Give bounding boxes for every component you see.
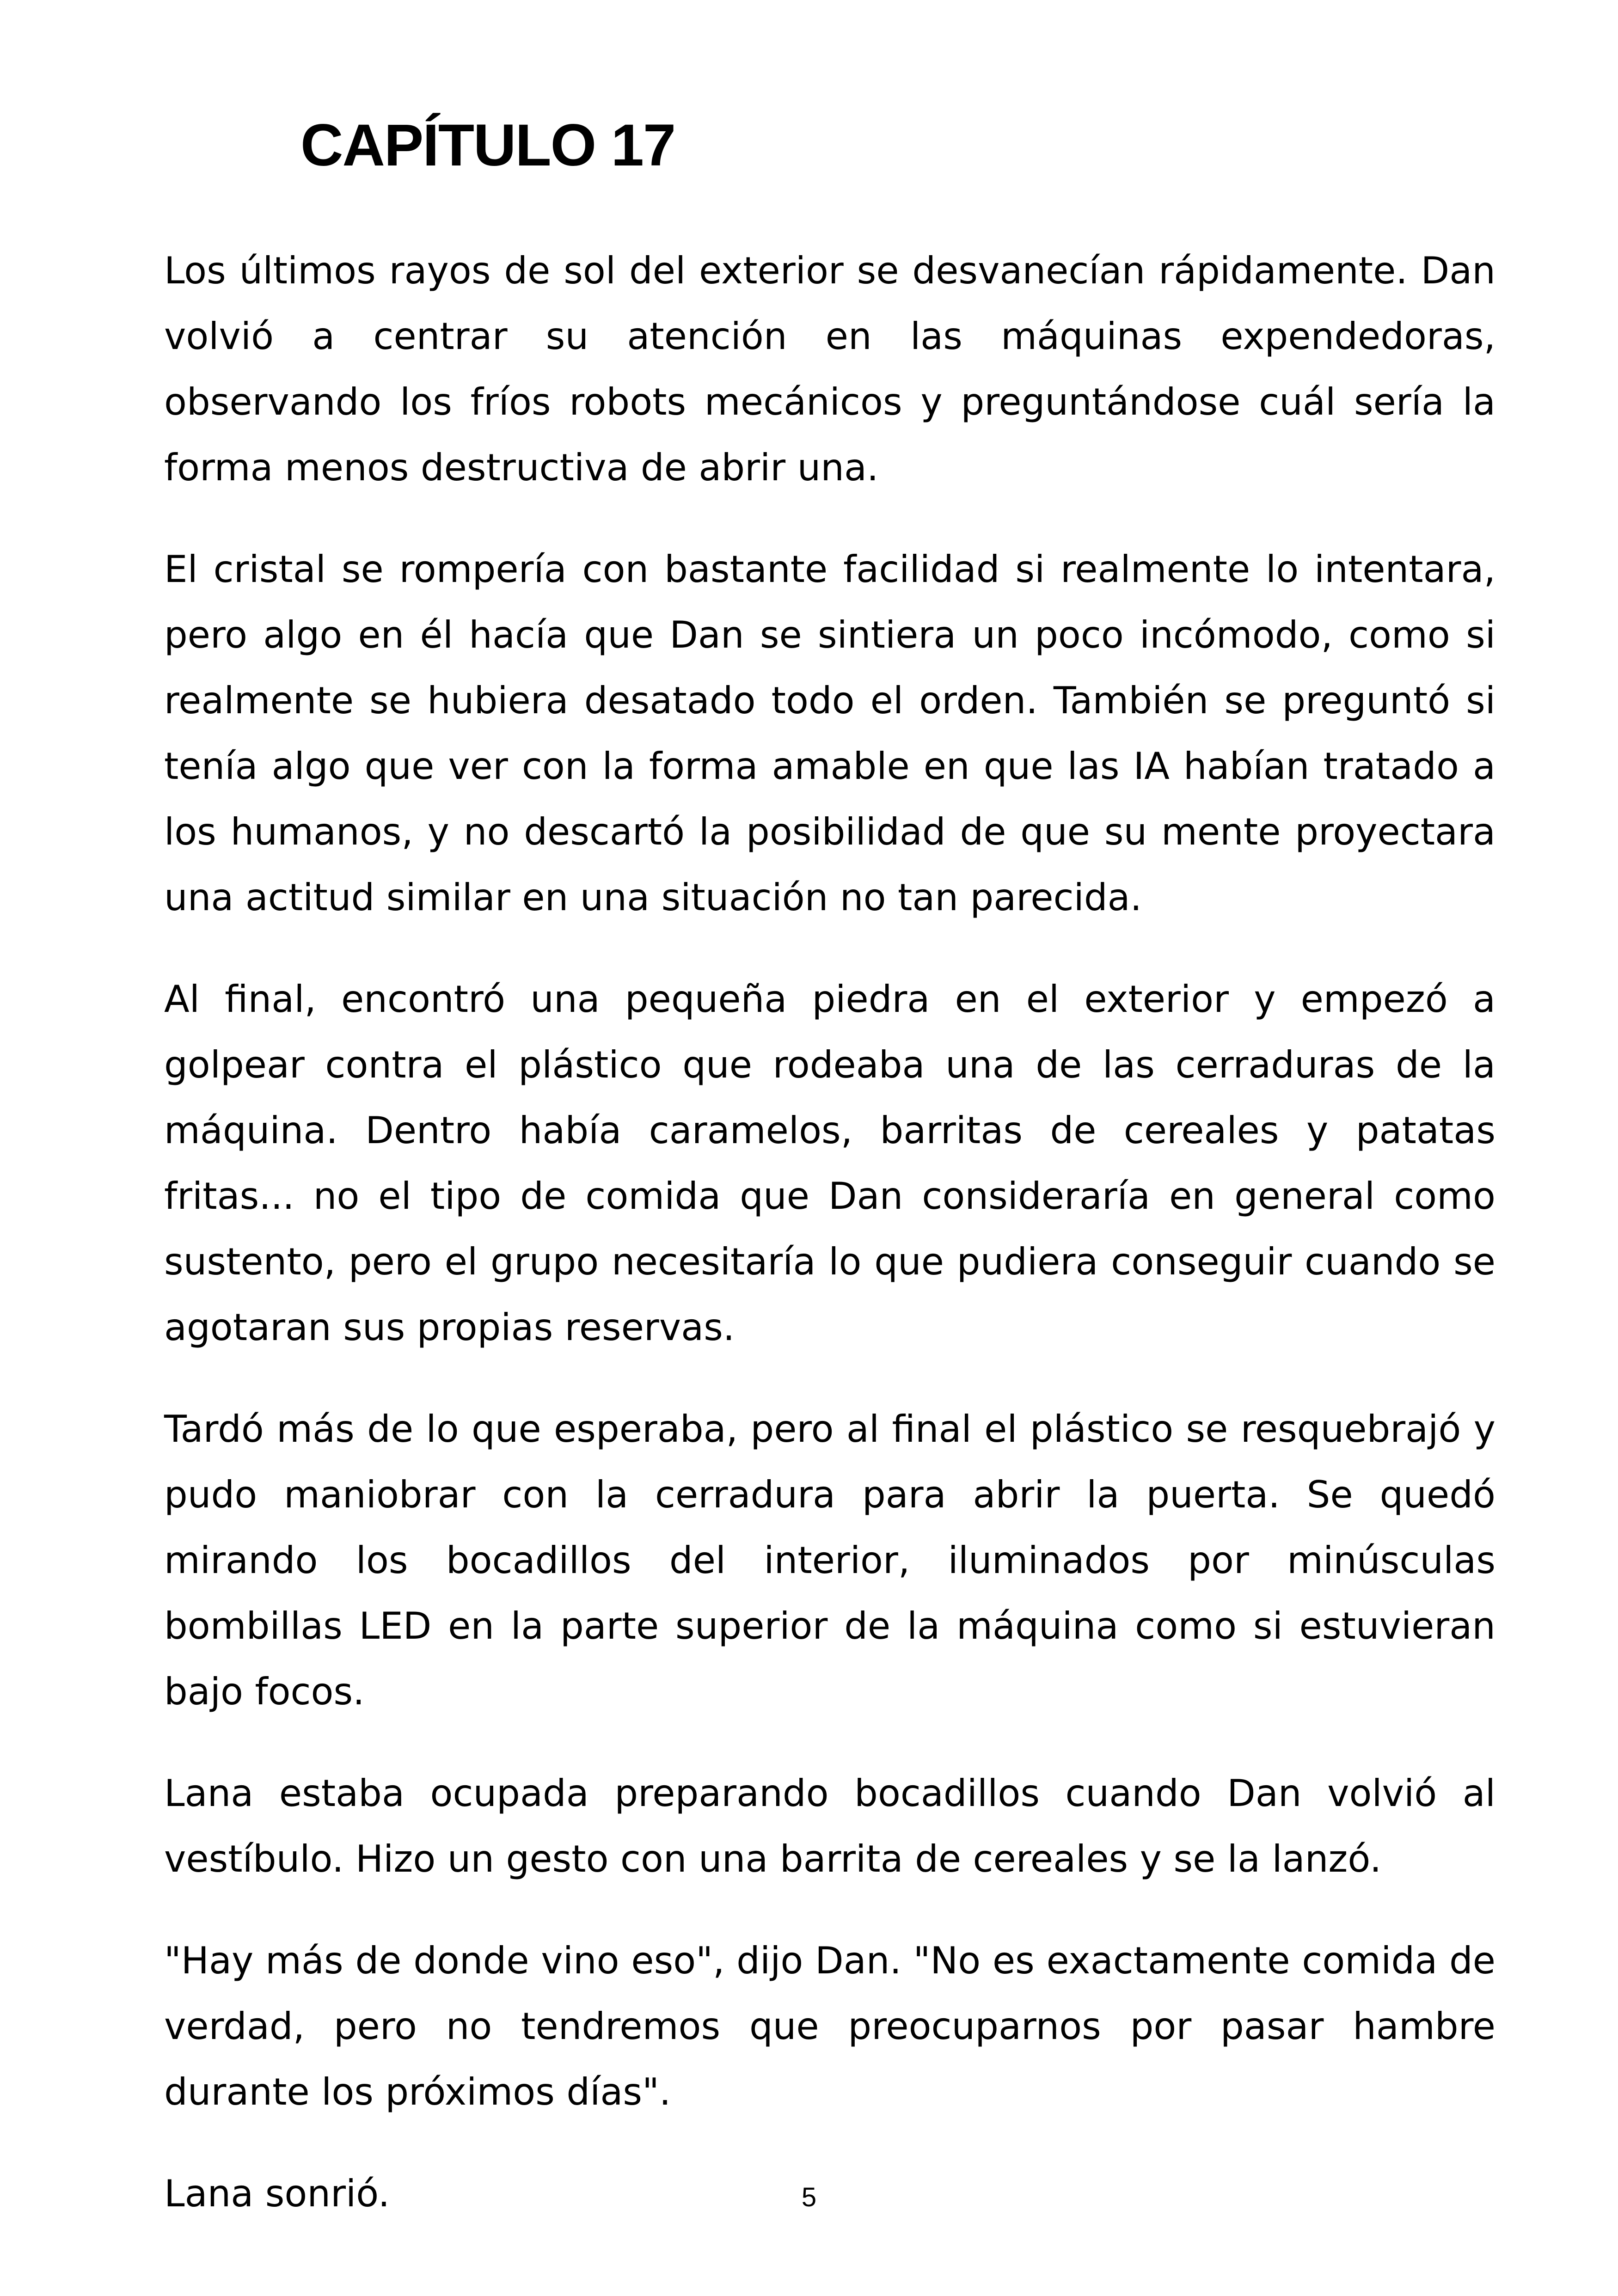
chapter-body xyxy=(164,238,1495,2263)
page-number: 5 xyxy=(801,2182,817,2212)
paragraph: El cristal se rompería con bastante facilidad si realmente lo intentara, pero algo en él hacía que Dan se sintiera un poco incómodo, como si realmente se hubiera desatado todo el orden. También se preguntó si tenía algo que ver con la forma amable en que las IA habían tratado a los humanos, y no descartó la posibilidad de que su mente proyectara una actitud similar en una situación no tan parecida. xyxy=(164,548,1495,919)
paragraph: Los últimos rayos de sol del exterior se desvanecían rápidamente. Dan volvió a centrar su atención en las máquinas expendedoras, observando los fríos robots mecánicos y preguntándose cuál sería la forma menos destructiva de abrir una. xyxy=(164,249,1495,489)
paragraph: Tardó más de lo que esperaba, pero al final el plástico se resquebrajó y pudo maniobrar con la cerradura para abrir la puerta. Se quedó mirando los bocadillos del interior, iluminados por minúsculas bombillas LED en la parte superior de la máquina como si estuvieran bajo focos. xyxy=(164,1408,1495,1713)
paragraph: Lana sonrió. xyxy=(164,2172,390,2215)
chapter-title: CAPÍTULO 17 xyxy=(300,112,675,178)
paragraph: Lana estaba ocupada preparando bocadillos cuando Dan volvió al vestíbulo. Hizo un gesto con una barrita de cereales y se la lanzó. xyxy=(164,1772,1495,1880)
paragraph: Al final, encontró una pequeña piedra en el exterior y empezó a golpear contra el plástico que rodeaba una de las cerraduras de la máquina. Dentro había caramelos, barritas de cereales y patatas fritas... no el tipo de comida que Dan consideraría en general como sustento, pero el grupo necesitaría lo que pudiera conseguir cuando se agotaran sus propias reservas. xyxy=(164,978,1495,1349)
paragraph: "Hay más de donde vino eso", dijo Dan. "No es exactamente comida de verdad, pero no tendremos que preocuparnos por pasar hambre durante los próximos días". xyxy=(164,1939,1495,2113)
